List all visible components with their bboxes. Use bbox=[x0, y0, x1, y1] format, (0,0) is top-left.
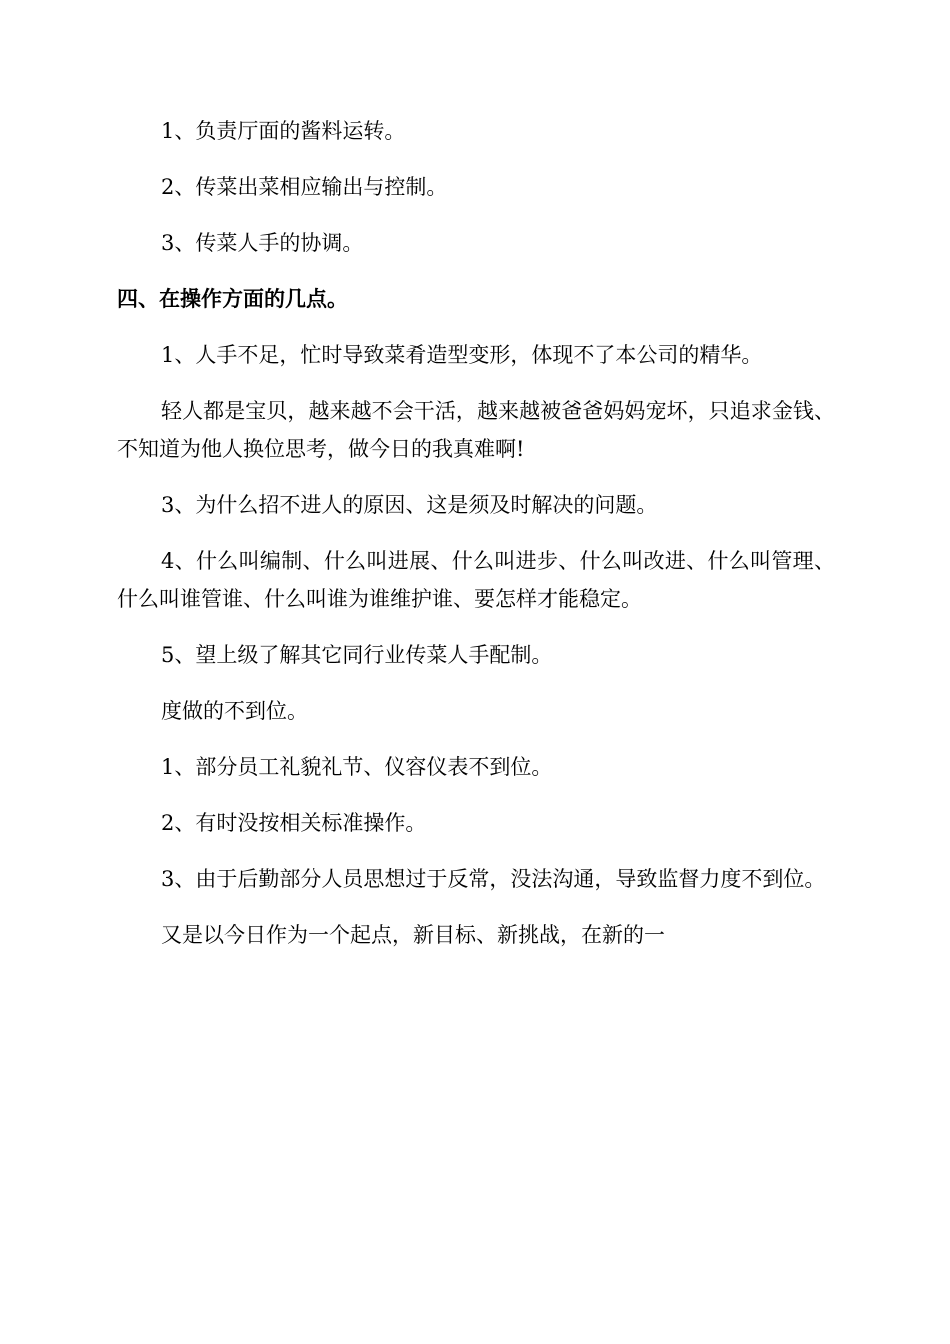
paragraph: 度做的不到位。 bbox=[161, 699, 308, 723]
paragraph: 3、为什么招不进人的原因、这是须及时解决的问题。 bbox=[161, 493, 658, 517]
paragraph: 4、什么叫编制、什么叫进展、什么叫进步、什么叫改进、什么叫管理、什么叫谁管谁、什么叫谁为谁维护谁、要怎样才能稳定。 bbox=[117, 549, 835, 611]
paragraph: 1、部分员工礼貌礼节、仪容仪表不到位。 bbox=[161, 755, 553, 779]
paragraph: 5、望上级了解其它同行业传菜人手配制。 bbox=[161, 643, 553, 667]
paragraph: 又是以今日作为一个起点，新目标、新挑战，在新的一 bbox=[161, 923, 665, 947]
paragraph: 3、由于后勤部分人员思想过于反常，没法沟通，导致监督力度不到位。 bbox=[161, 867, 826, 891]
paragraph: 2、传菜出菜相应输出与控制。 bbox=[161, 175, 448, 199]
paragraph: 1、负责厅面的酱料运转。 bbox=[161, 119, 406, 143]
paragraph: 3、传菜人手的协调。 bbox=[161, 231, 364, 255]
section-heading: 四、在操作方面的几点。 bbox=[117, 287, 348, 311]
paragraph: 轻人都是宝贝，越来越不会干活，越来越被爸爸妈妈宠坏，只追求金钱、不知道为他人换位思考，做今日的我真难啊! bbox=[117, 399, 835, 461]
paragraph: 2、有时没按相关标准操作。 bbox=[161, 811, 427, 835]
paragraph: 1、人手不足，忙时导致菜肴造型变形，体现不了本公司的精华。 bbox=[161, 343, 763, 367]
document-body bbox=[117, 112, 835, 954]
